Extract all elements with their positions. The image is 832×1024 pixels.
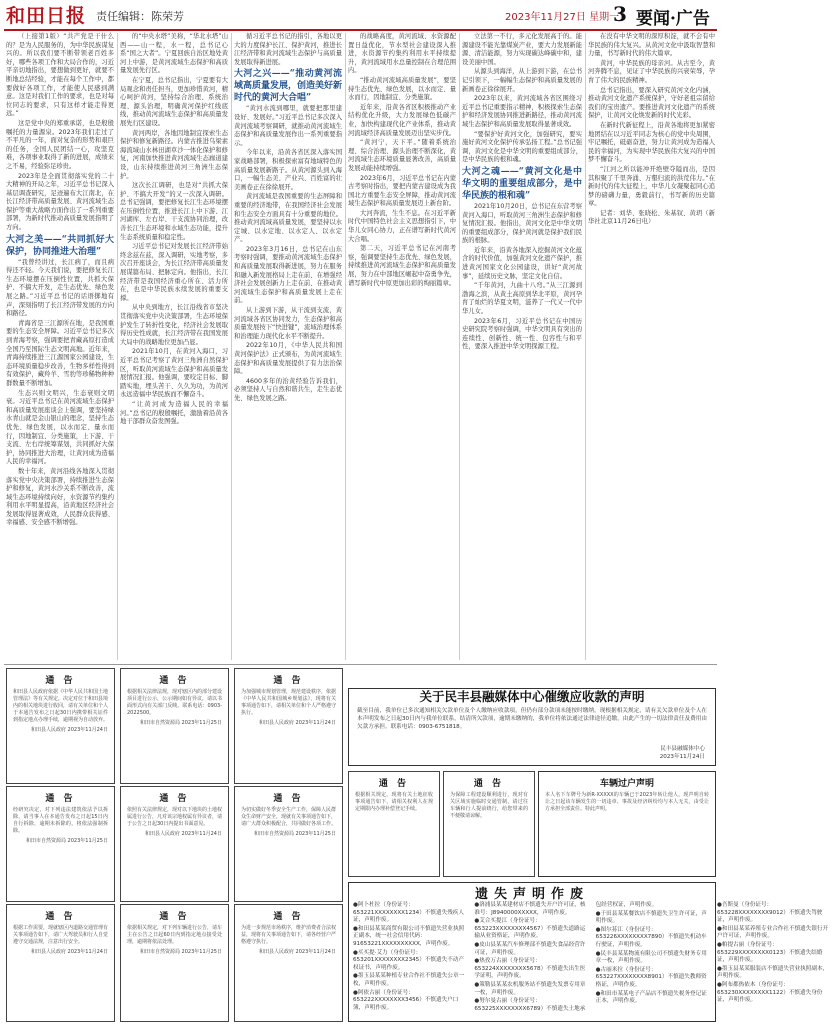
lost-declaration-item: ●墨玉县某某服装店不慎遗失营业执照副本，声明作废。 [716, 965, 829, 980]
notice-body: 根据相关法律法规，现对辖区内的部分建设项目进行公示，公示期间如有异议，请以书面形式向有关部门反映。联系电话：0903-2022500。 [127, 689, 223, 716]
notice-title: 通 告 [159, 794, 190, 804]
section-title: 要闻·广告 [636, 9, 710, 29]
paragraph: 今年以来，沿黄各省区深入落实国家战略部署，积极探索富有地域特色的高质量发展新路子。从黄河源头到入海口，一幅生态美、产业兴、百姓富的壮美画卷正在徐徐展开。 [234, 149, 342, 191]
notice-signature: 和田县人民政府 2023年11月24日 [30, 949, 108, 955]
lost-declarations-list [353, 902, 829, 1018]
column-divider [345, 33, 346, 660]
lost-declarations-title: 遗失声明作废 [474, 887, 589, 902]
paragraph: “要保护好黄河文化，加强研究，要实施好黄河文化保护传承弘扬工程。”总书记强调，黄河文化是中华文明的重要组成部分，是中华民族的根和魂。 [462, 130, 582, 164]
paragraph: 立法第一不行，多元化发展高于的。能源建设不能光靠煤炭产业，要大力发展新能源、清洁能源，努力实现碳达峰碳中和，建设美丽中国。 [462, 33, 582, 66]
lost-declaration-item: ●和田县某某养殖专业合作社不慎遗失银行开户许可证，声明作废。 [716, 925, 829, 940]
vehicle-transfer-title: 车辆过户声明 [599, 779, 654, 789]
column-divider [459, 33, 460, 660]
paragraph: 从中央到地方，长江沿线省市坚决贯彻落实党中央决策部署，生态环境保护发生了转折性变化，经济社会发展取得历史性成就，长江经济带在我国发展大局中的战略地位更加凸显。 [120, 304, 228, 346]
notice-title: 通 告 [159, 912, 190, 922]
arrears-notice-date: 2023年11月24日 [659, 754, 705, 760]
editor-line: 责任编辑：陈荣芳 [96, 10, 184, 23]
paragraph: “我曾经讲过，长江病了，而且病得还不轻。今天我们说，要把修复长江生态环境摆在压倒性位置，共抓大保护、不搞大开发，走生态优先、绿色发展之路。”习近平总书记的话语掷地有声，深刻指明了长江经济带发展的方向和路径。 [6, 258, 114, 318]
paragraph: “黄河宁，天下平。”随着系统治理、综合治理、源头治理不断深化，黄河流域生态环境质量显著改善，高质量发展动能持续增强。 [348, 139, 456, 172]
paragraph: 2023年以来，黄河流域各省区围绕习近平总书记重要指示精神，积极探索生态保护和经济发展协同推进新路径，推动黄河流域生态保护和高质量发展取得显著成效。 [462, 95, 582, 128]
paragraph: 2023年3月16日，总书记在山东考察时强调，要推动黄河流域生态保护和高质量发展取得新进展，努力在服务和融入新发展格局上走在前、在增强经济社会发展创新力上走在前、在推动黄河流域生态保护和高质量发展上走在前。 [234, 245, 342, 305]
lost-declaration-item: ●阿卜杜拉（身份证号：653221XXXXXXXX1234）不慎遗失残疾人证，声明作废。 [353, 902, 464, 924]
lost-declaration-item: ●买买提·艾力（身份证号：653201XXXXXXXX2345）不慎遗失不动产权证书，声明作废。 [353, 949, 464, 971]
notice-title: 通 告 [45, 912, 76, 922]
subheading: 大河之魂——“黄河文化是中华文明的重要组成部分，是中华民族的根和魂” [462, 166, 582, 201]
lost-declaration-item: ●和田县某某商贸有限公司不慎遗失营业执照正副本，统一社会信用代码：91653221XXXXXXXXXX，声明作废。 [353, 925, 465, 947]
lost-declaration-item: ●皮山县某某汽车修理部不慎遗失食品经营许可证，声明作废。 [474, 941, 586, 956]
paragraph: 2023年6月，习近平总书记在内蒙古考察时指出，要把内蒙古建设成为我国北方重要生态安全屏障，推动黄河流域生态保护和高质量发展迈上新台阶。 [348, 174, 456, 208]
lost-declaration-item: ●民丰县某某物流有限公司不慎遗失财务专用章一枚，声明作废。 [595, 950, 707, 965]
paragraph: 这是党中央的郑重承诺，也是殷殷嘱托的力量源泉。2023年我们走过了不平凡的一年，面对复杂的形势和艰巨的任务，全国人民团结一心，攻坚克难，各项事业取得了新的进展，成绩来之不易，经验弥足珍贵。 [6, 119, 114, 170]
notice-box [120, 904, 229, 1022]
lost-declaration-item: ●古丽米拉（身份证号：653227XXXXXXXX8901）不慎遗失教师资格证，声明作废。 [595, 966, 707, 988]
paragraph: 数十年来，黄河沿线各地深入贯彻落实党中央决策部署，持续推进生态保护和修复，黄河水沙关系不断改善，流域生态环境持续向好，水资源节约集约利用水平明显提高，沿黄地区经济社会发展取得显著成效，人民群众获得感、幸福感、安全感不断增强。 [6, 467, 114, 527]
lost-declaration-item: ●阿依古丽（身份证号：653222XXXXXXXX3456）不慎遗失户口簿，声明作废。 [353, 989, 459, 1011]
paragraph: 大河奔流，生生不息。在习近平新时代中国特色社会主义思想指引下，中华儿女同心协力，正在谱写新时代黄河大合唱。 [348, 209, 456, 243]
arrears-notice-body: 截至目前，我单位已多次通知相关欠款单位及个人缴纳应收款项，但仍有部分款项未能按时缴纳。现根据相关规定，请有关欠款单位及个人在本声明发布之日起30日内与我单位联系，结清所欠款项，逾期未缴纳的，我单位将依法通过法律途径追缴，由此产生的一切法律责任及费用由欠款方承担。联系电话：0903-6751818。 [357, 708, 707, 731]
paragraph: 循习近平总书记的指引，各地以更大的力度保护长江、保护黄河，推进长江经济带和黄河流域生态保护与高质量发展取得新进展。 [234, 33, 342, 66]
paragraph: “千年黄河，九曲十八弯。”从三江源到渤海之滨，从黄土高原到华北平原，黄河孕育了灿烂的华夏文明，滋养了一代又一代中华儿女。 [462, 282, 582, 316]
subheading: 大河之兴——“推动黄河流域高质量发展，创造美好新时代的黄河大合唱” [234, 69, 343, 104]
lost-declaration-item: ●墨玉县某某种植专业合作社不慎遗失公章一枚，声明作废。 [353, 973, 465, 987]
paragraph: “黄河水流到哪里，就要把那里建设好、发展好。”习近平总书记多次深入黄河流域考察调研，就推动黄河流域生态保护和高质量发展作出一系列重要指示。 [234, 105, 342, 147]
paragraph: 在新时代新征程上，沿黄各地将更加紧密地团结在以习近平同志为核心的党中央周围，牢记嘱托，砥砺奋进，努力让黄河成为造福人民的幸福河，为实现中华民族伟大复兴的中国梦不懈奋斗。 [588, 121, 715, 164]
notice-signature: 和田县人民政府 2023年11月24日 [144, 831, 222, 837]
article-column-6 [588, 33, 715, 660]
arrears-notice-title: 关于民丰县融媒体中心催缴应收款的声明 [419, 689, 645, 704]
paragraph: 的战略高度，黄河流域、水资源配置日益优化，节水型社会建设深入推进，水资源节约集约利用水平持续提升，黄河流域用水总量控制在合理范围内。 [348, 33, 456, 75]
notice-body: 为进一步规范市场秩序，维护消费者合法权益，现将有关事项通告如下，请各经营户严格遵守执行。 [241, 925, 337, 945]
paragraph: 近年来，沿黄各省区积极推动产业结构优化升级，大力发展绿色低碳产业，加快构建现代化产业体系，推动黄河流域经济高质量发展迈出坚实步伐。 [348, 103, 456, 137]
lost-declaration-item: ●图尔荪江（身份证号：653226XXXXXXXX7890）不慎遗失机动车行驶证，声明作废。 [595, 926, 707, 948]
arrears-notice-box [348, 688, 716, 766]
notice-signature: 和田市自然资源局 2023年11月25日 [25, 838, 108, 844]
notice-body: 依照有关法律规定，现对以下地块的土地权属进行公告，凡对该宗地权属有异议者，请于公告之日起30日内提出书面意见。 [127, 807, 223, 827]
notice-title: 通 告 [45, 794, 76, 804]
notice-title: 通 告 [473, 779, 505, 789]
notice-body: 依据相关规定，对下列车辆进行公告，请车主在公告之日起60日内到指定地点接受处理，逾期将依法处理。 [127, 925, 223, 945]
newspaper-logo: 和田日报 [6, 5, 87, 27]
paragraph: “让黄河成为造福人民的幸福河。”总书记的殷殷嘱托，激励着沿黄各地干部群众奋发图强。 [120, 400, 228, 426]
paragraph: 近年来，沿黄各地深入挖掘黄河文化蕴含的时代价值，加强黄河文化遗产保护，推进黄河国家文化公园建设，讲好“黄河故事”，延续历史文脉，坚定文化自信。 [462, 246, 582, 280]
paragraph: 这次长江调研，也是对“共抓大保护、不搞大开发”的又一次深入调研。总书记强调，要把修复长江生态环境摆在压倒性位置，推进长江上中下游、江河湖库、左右岸、干支流协同治理，改善长江生态环境和水域生态功能，提升生态系统质量和稳定性。 [120, 182, 228, 241]
paragraph: （上接第1版）“共产党是干什么的？是为人民服务的，为中华民族谋复兴的。所以我们要不断带领老百姓多好，哪些各项工作和大局合作的，习近平亲切地指出，要想做到更好，就要不断地总结经验，才能在每个工作中，都要做好各项工作，才能使人民感到满意。这是对我们工作的要求，也是对每位同志的要求，只有这样才能走得更远。” [6, 33, 114, 118]
paragraph: 4600多年的治黄经验告诉我们，必须坚持人与自然和谐共生，走生态优先、绿色发展之路。 [234, 377, 342, 402]
notice-box [120, 668, 229, 784]
notice-title: 通 告 [273, 676, 304, 686]
paragraph: 在宁夏，总书记指出，宁夏要有大局观念和责任担当，更加珍惜黄河，精心呵护黄河，坚持综合治理、系统治理、源头治理，明确黄河保护红线底线，推动黄河流域生态保护和高质量发展先行区建设。 [120, 76, 228, 127]
article-column-2 [120, 33, 228, 660]
paragraph: 从源头到海洋，从上游到下游，在总书记引领下，一幅幅生态保护和高质量发展的新画卷正徐徐展开。 [462, 68, 582, 93]
paragraph: 在没有中华文明的深厚积淀，就不会有中华民族的伟大复兴。从黄河文化中汲取智慧和力量，书写新时代的伟大篇章。 [588, 33, 715, 58]
article-column-1 [6, 33, 114, 660]
notice-title: 通 告 [273, 794, 304, 804]
paragraph: 的“中央水塔”美称，“华北水塔”山西——山一程，水一程，总书记心系“国之大者”。宁夏回族自治区地处黄河上中游，是黄河流域生态保护和高质量发展先行区。 [120, 33, 228, 75]
column-divider [117, 33, 118, 660]
notice-box [348, 771, 440, 877]
notice-body: 根据工作需要，现就辖区内道路交通管理有关事项通告如下，请广大驾驶员和行人自觉遵守交通法规，注意出行安全。 [13, 925, 109, 945]
paragraph: 从上游到下游，从干流到支流，黄河流域各省区协同发力，生态保护和高质量发展按下“快进键”，流域治理体系和治理能力现代化水平不断提升。 [234, 307, 342, 340]
paragraph: “江河之所以能冲开绝壁夺隘而出，是因其积聚了千里奔涌、万壑归流的洪荒伟力。”在新时代的伟大征程上，中华儿女凝聚起同心追梦的磅礴力量，勇毅前行，书写新的历史篇章。 [588, 165, 715, 208]
issue-date: 2023年11月27日 星期一 [505, 12, 620, 23]
notice-title: 通 告 [273, 912, 304, 922]
lost-declaration-item: ●帕提古丽（身份证号：653229XXXXXXXX0123）不慎遗失结婚证，声明作废。 [716, 941, 823, 964]
paragraph: 第二天，习近平总书记在河南考察，强调要坚持生态优先、绿色发展，持续推进黄河流域生态保护和高质量发展，努力在中部地区崛起中奋勇争先，谱写新时代中原更加出彩的绚丽篇章。 [348, 245, 456, 287]
paragraph: 青海省是三江源所在地，是我国重要的生态安全屏障。习近平总书记多次到青海考察，强调要把青藏高原打造成全国乃至国际生态文明高地。近年来，青海持续推进三江源国家公园建设，生态环境质量稳步改善，生物多样性得到有效保护，藏羚羊、雪豹等珍稀物种种群数量不断增加。 [6, 319, 114, 387]
notice-box [6, 786, 115, 902]
vehicle-transfer-body: 本人名下车牌号为新R·XXXXX的车辆已于2023年转让他人，现声明自转让之日起该车辆发生的一切违章、事故及经济纠纷均与本人无关，由受让方承担全部责任。特此声明。 [545, 792, 709, 812]
lost-declaration-item: ●热孜万古丽（身份证号：653224XXXXXXXX5678）不慎遗失出生医学证明，声明作废。 [474, 958, 586, 980]
notice-box [234, 786, 343, 902]
vehicle-transfer-notice [538, 771, 716, 877]
notice-title: 通 告 [45, 676, 76, 686]
notice-box [234, 668, 343, 784]
paragraph: 生态兴则文明兴，生态衰则文明衰。习近平总书记在黄河流域生态保护和高质量发展座谈会上强调，要坚持绿水青山就是金山银山的理念，坚持生态优先、绿色发展，以水而定、量水而行，因地制宜、分类施策，上下游、干支流、左右岸统筹谋划，共同抓好大保护，协同推进大治理，让黄河成为造福人民的幸福河。 [6, 389, 114, 466]
notice-signature: 和田县人民政府 2023年11月24日 [258, 720, 336, 726]
notice-box [6, 904, 115, 1022]
paragraph: 记者：刘华、张晓松、朱基钗、黄玥（新华社北京11月26日电） [588, 209, 715, 226]
paragraph: “推动黄河流域高质量发展”，要坚持生态优先、绿色发展，以水而定、量水而行，因地制宜、分类施策。 [348, 76, 456, 102]
lost-declaration-item: ●吾斯曼（身份证号：653228XXXXXXXX9012）不慎遗失驾驶证，声明作废。 [716, 902, 823, 924]
paragraph: 2023年6月，习近平总书记在中国历史研究院考察时强调，中华文明具有突出的连续性、创新性、统一性、包容性与和平性，要深入推进中华文明探源工程。 [462, 317, 582, 351]
notice-title: 通 告 [159, 676, 190, 686]
article-column-4 [348, 33, 456, 660]
paragraph: 黄河流域是我国重要的生态屏障和重要的经济地带，在我国经济社会发展和生态安全方面具有十分重要的地位。推动黄河流域高质量发展，要坚持以水定城、以水定地、以水定人、以水定产。 [234, 193, 342, 244]
arrears-notice-org: 民丰县融媒体中心 [660, 746, 705, 752]
lost-declaration-item: ●阿布都热依木（身份证号：653230XXXXXXXX1122）不慎遗失身份证，声明作废。 [716, 981, 823, 1004]
paragraph: 2021年10月20日，总书记在东营考察黄河入海口，听取黄河三角洲生态保护和修复情况汇报。他指出，黄河文化是中华文明的重要组成部分，保护黄河就是保护我们民族的根脉。 [462, 202, 582, 245]
lost-declaration-item: ●艾合买提江（身份证号：653223XXXXXXXX4567）不慎遗失道路运输从业资格证，声明作废。 [474, 918, 586, 940]
paragraph: 2021年10月，在黄河入海口，习近平总书记考察了黄河三角洲自然保护区，听取黄河流域生态保护和高质量发展情况汇报。他强调，要咬定目标、脚踏实地，埋头苦干、久久为功，为黄河永远造福中华民族而不懈奋斗。 [120, 348, 228, 399]
notice-body: 为加强城市规划管理，规范建设秩序，依据《中华人民共和国城乡规划法》，现将有关事项通告如下，请相关单位和个人严格遵守执行。 [241, 689, 337, 716]
lost-declarations-box [348, 882, 829, 1022]
notice-body: 根据相关规定，现将有关土地征收事项通告如下，请相关权利人在规定期限内办理补偿登记手续。 [355, 792, 433, 812]
notice-body: 为切实做好冬季安全生产工作，保障人民群众生命财产安全，现就有关事项通告如下，请广大群众积极配合，共同做好各项工作。 [241, 807, 337, 827]
paragraph: 习近平总书记对发展长江经济带始终念兹在兹，深入调研，实地考察，多次召开座谈会，为长江经济带高质量发展谋篇布局、把脉定向。他指出，长江经济带是我国经济重心所在、活力所在，也是中华民族永续发展的重要支撑。 [120, 243, 228, 302]
article-column-5 [462, 33, 582, 660]
lost-declaration-item: ●和田市某某电子产品店不慎遗失税务登记证正本，声明作废。 [595, 990, 707, 1005]
column-divider [231, 33, 232, 660]
notice-signature: 和田县人民政府 2023年11月24日 [30, 727, 108, 733]
header-rule [4, 29, 717, 31]
paragraph: 黄河两岸，各地因地制宜探索生态保护和修复新路径。内蒙古推进乌梁素海流域山水林田湖草沙一体化保护和修复，河南加快推进黄河流域生态廊道建设，山东持续推进黄河三角洲生态保护。 [120, 129, 228, 180]
subheading: 大河之美——“共同抓好大保护，协同推进大治理” [6, 234, 114, 257]
notice-box [6, 668, 115, 784]
notice-signature: 和田市自然资源局 2023年11月25日 [253, 831, 336, 837]
paragraph: 总书记指出，要深入研究黄河文化内涵，推动黄河文化遗产系统保护，守好老祖宗留给我们的宝贵遗产。要推进黄河文化遗产的系统保护，让黄河文化焕发新的时代光彩。 [588, 86, 715, 120]
notice-body: 和田县人民政府依据《中华人民共和国土地管理法》等有关规定，决定对位于和田县境内的相关地块进行收回，请有关单位和个人于本通告发布之日起30日内携带相关证件到指定地点办理手续，逾期视为自动放弃。 [13, 689, 109, 723]
paragraph: 2022年10月，《中华人民共和国黄河保护法》正式颁布，为黄河流域生态保护和高质量发展提供了有力法治保障。 [234, 342, 342, 376]
paragraph: 2023年是全面贯彻落实党的二十大精神的开局之年，习近平总书记深入基层调查研究，足迹遍布大江南北，在长江经济带高质量发展、黄河流域生态保护等重大战略方面作出了一系列重要部署，为新时代推动高质量发展指明了方向。 [6, 172, 114, 232]
paragraph: 黄河，中华民族的母亲河。从古至今，黄河奔腾不息，见证了中华民族的兴衰荣辱，孕育了伟大的民族精神。 [588, 59, 715, 84]
ad-section-separator [4, 664, 717, 665]
lost-declaration-item: ●洛浦县某某建材店不慎遗失开户许可证，核准号：J8940000XXXXX，声明作废。 [474, 902, 586, 916]
arrears-notice-signature [660, 745, 705, 761]
lost-declaration-item: ●于田县某某餐饮店不慎遗失卫生许可证，声明作废。 [595, 910, 707, 925]
notice-box [120, 786, 229, 902]
notice-signature: 和田市自然资源局 2023年11月25日 [139, 720, 222, 726]
notice-body: 为保障工程建设顺利进行，现对有关区域实施临时交通管制，请过往车辆和行人提前绕行，给您带来的不便敬请谅解。 [450, 792, 528, 819]
page-header [0, 0, 721, 28]
article-column-3 [234, 33, 342, 660]
notice-signature: 和田县人民政府 2023年11月24日 [258, 949, 336, 955]
lost-declaration-item: ●策勒县某某农机服务站不慎遗失发票专用章一枚，声明作废。 [474, 981, 586, 996]
notice-body: 经研究决定，对下列违法建筑依法予以拆除，请当事人在本通告发布之日起15日内自行拆除，逾期未拆除的，将依法强制拆除。 [13, 807, 108, 834]
page-number: 3 [613, 2, 627, 26]
notice-signature: 和田市自然资源局 2023年11月25日 [139, 949, 222, 955]
notice-title: 通 告 [378, 779, 410, 789]
lost-declaration-item: ●努尔曼古丽（身份证号：653225XXXXXXXX6789）不慎遗失土地承包经营权证，声明作废。 [474, 902, 658, 1012]
notice-box [443, 771, 535, 877]
notice-box [234, 904, 343, 1022]
column-divider [585, 33, 586, 660]
